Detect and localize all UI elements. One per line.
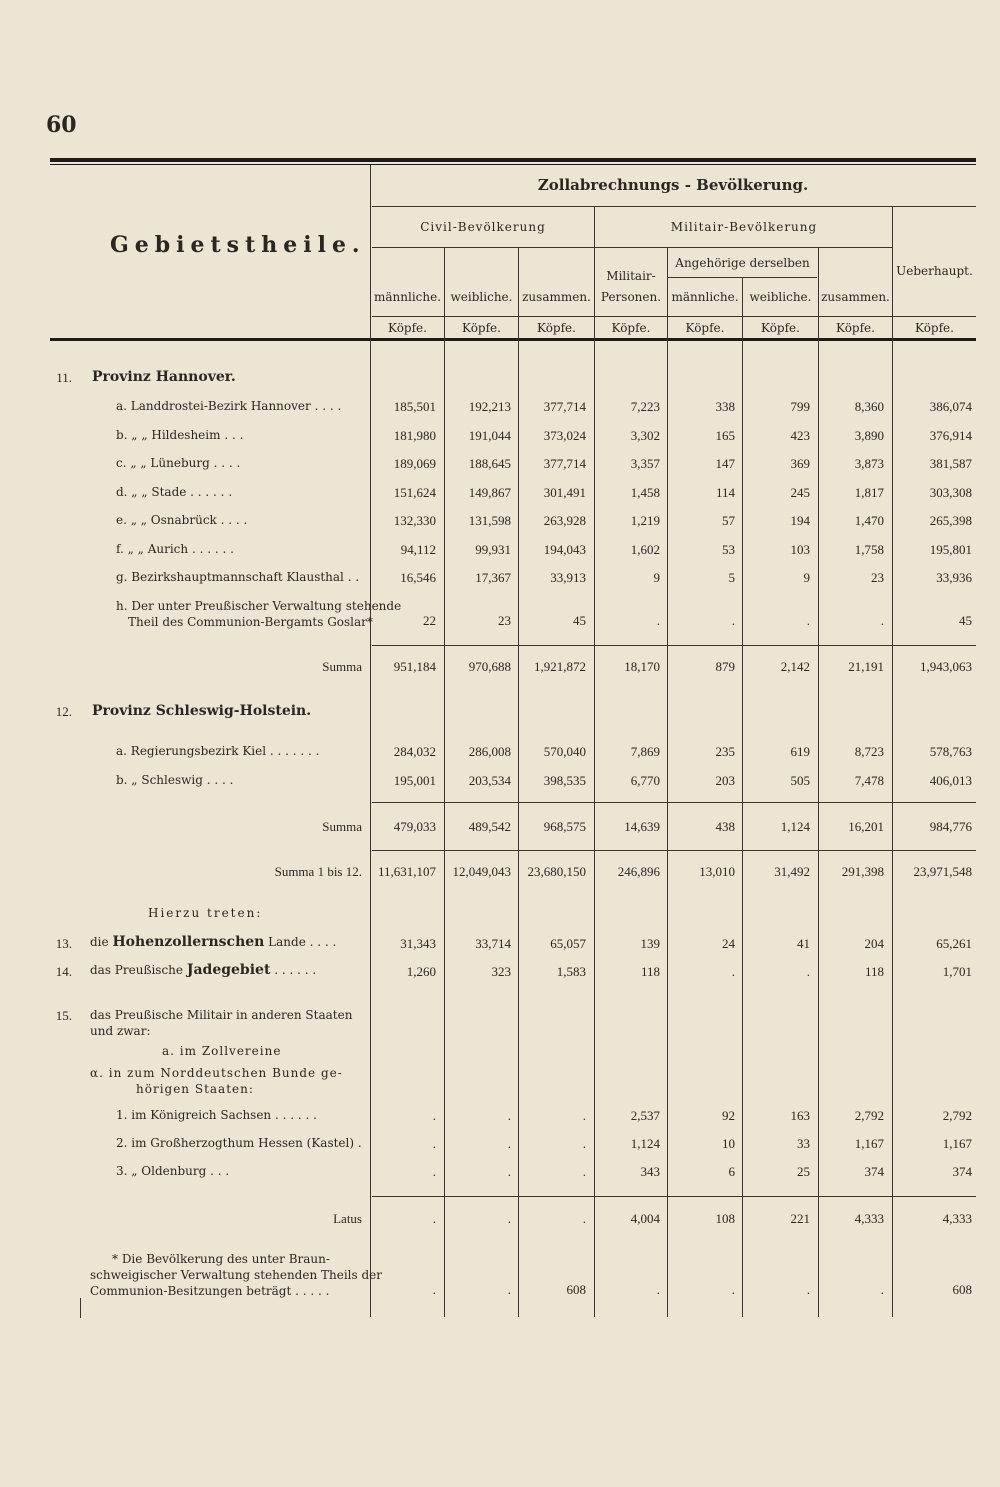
table-cell: . (432, 1108, 436, 1123)
summa-total-label: Summa 1 bis 12. (274, 864, 362, 879)
table-cell: 65,261 (936, 936, 972, 951)
table-cell: 33,913 (550, 570, 586, 585)
table-cell: 33,714 (475, 936, 511, 951)
table-cell: 3,873 (854, 456, 884, 471)
table-cell: 1,583 (556, 964, 586, 979)
row-label: b. „ Schleswig . . . . (116, 773, 234, 787)
sep-summa-12 (372, 802, 976, 803)
table-cell: 377,714 (543, 456, 586, 471)
table-cell: 221 (790, 1211, 810, 1226)
table-cell: 22 (423, 613, 436, 628)
table-cell: 1,167 (854, 1136, 884, 1151)
table-cell: 1,219 (630, 513, 660, 528)
table-cell: 7,869 (630, 744, 660, 759)
table-cell: 879 (715, 659, 735, 674)
table-cell: . (507, 1164, 511, 1179)
unit-6: Köpfe. (761, 321, 800, 335)
row-label: h. Der unter Preußischer Verwaltung stehende (116, 599, 402, 613)
table-cell: 23 (498, 613, 511, 628)
unit-5: Köpfe. (685, 321, 725, 335)
table-cell: 188,645 (468, 456, 511, 471)
section-number-11: 11. (56, 370, 72, 385)
table-cell: 373,024 (543, 428, 586, 443)
civil-group-header: Civil-Bevölkerung (420, 220, 546, 234)
table-cell: 11,631,107 (377, 864, 436, 879)
table-cell: 65,057 (550, 936, 586, 951)
table-cell: 284,032 (393, 744, 436, 759)
table-cell: 263,928 (543, 513, 586, 528)
table-cell: 984,776 (929, 819, 972, 834)
table-cell: 204 (864, 936, 884, 951)
table-cell: 3,302 (630, 428, 660, 443)
table-cell: . (432, 1282, 436, 1297)
header-rule-groups (372, 247, 892, 248)
table-cell: . (731, 964, 735, 979)
table-cell: 194,043 (543, 542, 586, 557)
table-cell: 386,074 (929, 399, 972, 414)
unit-8: Köpfe. (915, 321, 954, 335)
row-label: a. Regierungsbezirk Kiel . . . . . . . (116, 744, 320, 758)
table-cell: 9 (653, 570, 660, 585)
table-cell: 94,112 (400, 542, 436, 557)
table-cell: 406,013 (929, 773, 972, 788)
table-cell: 4,004 (630, 1211, 660, 1226)
col-header-civil-weibliche: weibliche. (450, 290, 513, 304)
table-cell: 1,124 (630, 1136, 660, 1151)
table-cell: . (507, 1282, 511, 1297)
section-15-line2: und zwar: (90, 1024, 151, 1038)
table-cell: 53 (722, 542, 735, 557)
table-cell: 291,398 (841, 864, 884, 879)
table-cell: 192,213 (468, 399, 511, 414)
row-label: a. Landdrostei-Bezirk Hannover . . . . (116, 399, 342, 413)
table-cell: . (507, 1211, 511, 1226)
section-15-line1: das Preußische Militair in anderen Staaten (90, 1008, 353, 1022)
table-cell: 151,624 (393, 485, 436, 500)
table-cell: . (806, 613, 810, 628)
table-cell: 4,333 (942, 1211, 972, 1226)
page-number: 60 (46, 112, 77, 138)
table-cell: 99,931 (475, 542, 511, 557)
table-cell: 265,398 (929, 513, 972, 528)
latus-label: Latus (333, 1211, 362, 1226)
col-header-ueberhaupt: Ueberhaupt. (896, 264, 973, 278)
row-label: g. Bezirkshauptmannschaft Klausthal . . (116, 570, 360, 584)
table-cell: 9 (803, 570, 810, 585)
table-cell: 16,201 (848, 819, 884, 834)
section-13-label (90, 934, 336, 950)
section-14-bold: Jadegebiet (186, 962, 271, 978)
table-cell: . (806, 1282, 810, 1297)
section-number-12: 12. (55, 704, 72, 719)
sep-latus (372, 1196, 976, 1197)
section-14-post: . . . . . . (274, 963, 317, 977)
table-cell: 6,770 (630, 773, 660, 788)
table-cell: 195,001 (393, 773, 436, 788)
row-label: f. „ „ Aurich . . . . . . (116, 542, 234, 556)
table-cell: 489,542 (468, 819, 511, 834)
table-cell: 1,124 (780, 819, 810, 834)
table-cell: 57 (722, 513, 735, 528)
table-cell: 203 (715, 773, 735, 788)
table-cell: 235 (715, 744, 735, 759)
table-cell: . (656, 613, 660, 628)
unit-3: Köpfe. (537, 321, 576, 335)
table-cell: 23,680,150 (527, 864, 586, 879)
footnote-line1: * Die Bevölkerung des unter Braun- (112, 1252, 330, 1266)
table-cell: 423 (790, 428, 810, 443)
table-cell: 1,758 (854, 542, 884, 557)
table-cell: 194 (790, 513, 810, 528)
top-rule-thin (50, 164, 976, 165)
table-cell: . (582, 1108, 586, 1123)
section-15-alpha2: hörigen Staaten: (136, 1082, 254, 1096)
table-cell: 1,167 (942, 1136, 972, 1151)
col-header-ang-maennliche: männliche. (671, 290, 739, 304)
row-label-cont: Theil des Communion-Bergamts Goslar* (128, 615, 373, 629)
table-cell: 149,867 (468, 485, 511, 500)
table-cell: . (582, 1136, 586, 1151)
table-cell: 203,534 (468, 773, 511, 788)
table-cell: 13,010 (699, 864, 735, 879)
row-label: 1. im Königreich Sachsen . . . . . . (116, 1108, 317, 1122)
gebiet-header: Gebietstheile. (110, 232, 366, 258)
table-cell: 25 (797, 1164, 810, 1179)
table-cell: 3,890 (854, 428, 884, 443)
table-cell: 195,801 (929, 542, 972, 557)
table-cell: 438 (715, 819, 735, 834)
section-number-14: 14. (55, 964, 72, 979)
table-cell: 374 (952, 1164, 972, 1179)
table-cell: 118 (640, 964, 660, 979)
unit-4: Köpfe. (611, 321, 651, 335)
table-cell: 619 (790, 744, 810, 759)
row-label: d. „ „ Stade . . . . . . (116, 485, 233, 499)
table-cell: 191,044 (468, 428, 511, 443)
unit-2: Köpfe. (462, 321, 501, 335)
table-cell: 3,357 (630, 456, 660, 471)
table-cell: 8,360 (854, 399, 884, 414)
table-cell: 16,546 (400, 570, 436, 585)
unit-7: Köpfe. (836, 321, 875, 335)
table-title: Zollabrechnungs - Bevölkerung. (537, 176, 809, 194)
table-cell: 343 (640, 1164, 660, 1179)
table-cell: 23,971,548 (913, 864, 972, 879)
table-cell: 21,191 (848, 659, 884, 674)
header-rule-units (372, 316, 976, 317)
footnote-line2: schweigischer Verwaltung stehenden Theils der (90, 1268, 383, 1282)
table-cell: 114 (715, 485, 735, 500)
table-cell: 799 (790, 399, 810, 414)
table-cell: 17,367 (475, 570, 511, 585)
table-cell: 2,537 (630, 1108, 660, 1123)
top-rule (50, 158, 976, 162)
table-cell: 968,575 (543, 819, 586, 834)
sep-summa-total (372, 850, 976, 851)
table-cell: 479,033 (393, 819, 436, 834)
hierzu-treten: Hierzu treten: (148, 906, 263, 920)
table-cell: . (656, 1282, 660, 1297)
col-header-civil-maennliche: männliche. (373, 290, 442, 304)
table-cell: 5 (728, 570, 735, 585)
table-cell: 31,343 (400, 936, 436, 951)
military-group-header: Militair-Bevölkerung (670, 220, 818, 234)
table-cell: 163 (790, 1108, 810, 1123)
row-label: c. „ „ Lüneburg . . . . (116, 456, 241, 470)
table-cell: 381,587 (929, 456, 972, 471)
table-cell: 41 (797, 936, 810, 951)
section-13-pre: die (90, 935, 109, 949)
table-cell: . (731, 1282, 735, 1297)
section-number-13: 13. (55, 936, 72, 951)
table-cell: 12,049,043 (452, 864, 511, 879)
table-cell: . (432, 1211, 436, 1226)
table-cell: . (507, 1108, 511, 1123)
table-cell: 286,008 (468, 744, 511, 759)
table-cell: 18,170 (624, 659, 660, 674)
col-header-ang-weibliche: weibliche. (749, 290, 812, 304)
table-cell: 245 (790, 485, 810, 500)
section-14-label (90, 962, 316, 978)
table-cell: 4,333 (854, 1211, 884, 1226)
table-cell: 2,142 (780, 659, 810, 674)
table-cell: 2,792 (854, 1108, 884, 1123)
table-cell: 608 (566, 1282, 586, 1297)
table-cell: 14,639 (624, 819, 660, 834)
row-label: 3. „ Oldenburg . . . (116, 1164, 230, 1178)
summa-label-12: Summa (322, 819, 362, 834)
table-cell: 8,723 (854, 744, 884, 759)
table-cell: 377,714 (543, 399, 586, 414)
table-cell: 181,980 (393, 428, 436, 443)
left-line (80, 1298, 81, 1318)
table-cell: 31,492 (774, 864, 810, 879)
table-cell: 165 (715, 428, 735, 443)
table-cell: 369 (790, 456, 810, 471)
table-cell: 132,330 (393, 513, 436, 528)
table-cell: 578,763 (929, 744, 972, 759)
table-cell: . (507, 1136, 511, 1151)
table-cell: 570,040 (543, 744, 586, 759)
table-cell: 185,501 (393, 399, 436, 414)
table-cell: 6 (728, 1164, 735, 1179)
sep-summa-11 (372, 645, 976, 646)
table-cell: 338 (715, 399, 735, 414)
table-cell: 147 (715, 456, 735, 471)
table-cell: 301,491 (543, 485, 586, 500)
table-cell: 398,535 (543, 773, 586, 788)
table-cell: 1,458 (630, 485, 660, 500)
col-header-mil-zusammen: zusammen. (821, 290, 890, 304)
table-cell: 92 (722, 1108, 735, 1123)
section-13-bold: Hohenzollernschen (112, 934, 265, 950)
table-cell: 23 (871, 570, 884, 585)
section-14-pre: das Preußische (90, 963, 184, 977)
table-cell: 246,896 (617, 864, 660, 879)
table-cell: 118 (864, 964, 884, 979)
row-label: b. „ „ Hildesheim . . . (116, 428, 244, 442)
table-cell: 1,943,063 (920, 659, 972, 674)
section-13-post: Lande . . . . (268, 935, 337, 949)
header-bottom-rule (50, 338, 976, 341)
table-cell: 1,260 (406, 964, 436, 979)
header-rule-title (372, 206, 976, 207)
footnote-line3: Communion-Besitzungen beträgt . . . . . (90, 1284, 330, 1298)
unit-1: Köpfe. (388, 321, 427, 335)
section-number-15: 15. (55, 1008, 72, 1023)
table-cell: . (582, 1164, 586, 1179)
table-cell: . (731, 613, 735, 628)
table-cell: 103 (790, 542, 810, 557)
table-cell: 1,602 (630, 542, 660, 557)
table-cell: 131,598 (468, 513, 511, 528)
table-cell: 303,308 (929, 485, 972, 500)
table-cell: 139 (640, 936, 660, 951)
row-label: e. „ „ Osnabrück . . . . (116, 513, 248, 527)
col-header-civil-zusammen: zusammen. (522, 290, 591, 304)
table-cell: 323 (491, 964, 511, 979)
table-cell: 376,914 (929, 428, 972, 443)
table-cell: 1,470 (854, 513, 884, 528)
table-cell: 1,701 (942, 964, 972, 979)
section-title-schleswig-holstein: Provinz Schleswig-Holstein. (92, 703, 312, 719)
table-cell: 189,069 (393, 456, 436, 471)
angehoerige-header: Angehörige derselben (675, 256, 810, 270)
table-cell: 505 (790, 773, 810, 788)
table-cell: 970,688 (468, 659, 511, 674)
table-cell: 2,792 (942, 1108, 972, 1123)
table-cell: 33 (797, 1136, 810, 1151)
section-15-a: a. im Zollvereine (162, 1044, 282, 1058)
table-cell: 10 (722, 1136, 735, 1151)
table-cell: 33,936 (936, 570, 972, 585)
table-cell: 374 (864, 1164, 884, 1179)
summa-label-11: Summa (322, 659, 362, 674)
table-cell: 24 (722, 936, 735, 951)
table-cell: 45 (573, 613, 586, 628)
table-cell: 7,223 (630, 399, 660, 414)
row-label: 2. im Großherzogthum Hessen (Kastel) . (116, 1136, 362, 1150)
table-cell: . (432, 1136, 436, 1151)
section-15-alpha1: α. in zum Norddeutschen Bunde ge- (90, 1066, 343, 1080)
table-cell: . (880, 1282, 884, 1297)
col-header-militair-1: Militair- (606, 269, 656, 283)
table-cell: 108 (715, 1211, 735, 1226)
table-cell: 45 (959, 613, 972, 628)
table-cell: . (432, 1164, 436, 1179)
table-cell: . (582, 1211, 586, 1226)
table-cell: 951,184 (393, 659, 436, 674)
table-cell: . (880, 613, 884, 628)
table-cell: 1,817 (854, 485, 884, 500)
table-cell: . (806, 964, 810, 979)
section-title-hannover: Provinz Hannover. (92, 369, 236, 385)
col-header-militair-2: Personen. (600, 290, 662, 304)
table-cell: 1,921,872 (534, 659, 586, 674)
table-cell: 608 (952, 1282, 972, 1297)
table-cell: 7,478 (854, 773, 884, 788)
